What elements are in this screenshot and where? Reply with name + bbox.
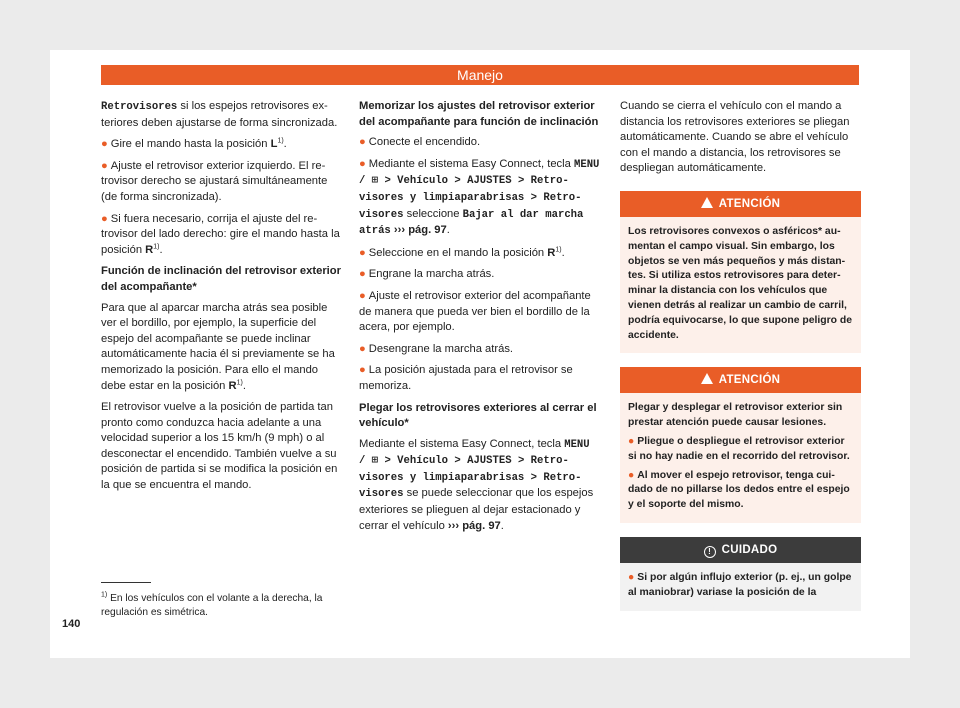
- warning-box: [620, 191, 861, 353]
- menu-term: Retrovisores: [101, 101, 178, 113]
- section-heading: Función de inclinación del retrovisor exterior del acompañante*: [101, 265, 341, 293]
- bullet-icon: ●: [359, 157, 366, 170]
- list-item: ● Desengrane la marcha atrás.: [359, 342, 514, 355]
- menu-path: MENU / ⊞ > Vehículo > AJUSTES > Retrovisores y limpiaparabrisas > Retrovisores: [359, 158, 600, 221]
- warning-body: Los retrovisores convexos o asféricos* aumentan el campo visual. Sin embargo, los objetos se ven más pequeños y más distantes. Si utiliza estos retrovisores para determinar la distancia con los vehículos que vienen detrás al realizar un cambio de carril, podría equivocarse, lo que supone peligro de accidente.: [620, 217, 861, 353]
- list-item: ● Mediante el sistema Easy Connect, tecla MENU / ⊞ > Vehículo > AJUSTES > Retrovisores y limpiaparabrisas > Retrovisores seleccione Bajar al dar marcha atrás ››› pág. 97.: [359, 157, 600, 238]
- list-item: ● Gire el mando hasta la posición $L^{1)}$.: [101, 137, 287, 151]
- caution-box: [620, 537, 861, 611]
- column-1: [101, 99, 342, 500]
- list-item: ● Pliegue o despliegue el retrovisor exterior si no hay nadie en el recorrido del retrovisor.: [628, 435, 850, 462]
- intro-paragraph: Retrovisores si los espejos retrovisores exteriores deben ajustarse de forma sincronizada.: [101, 100, 338, 129]
- list-item: ● Engrane la marcha atrás.: [359, 268, 495, 281]
- bullet-icon: ●: [359, 289, 366, 302]
- info-circle-icon: !: [704, 546, 716, 558]
- caution-body: [620, 563, 861, 611]
- bullet-icon: ●: [359, 342, 366, 355]
- list-item: ● Al mover el espejo retrovisor, tenga cuidado de no pillarse los dedos entre el espejo y el soporte del mismo.: [628, 469, 850, 511]
- page-reference: ››› pág. 97: [390, 224, 447, 237]
- bullet-icon: ●: [101, 138, 108, 151]
- bullet-icon: ●: [628, 571, 635, 583]
- paragraph: El retrovisor vuelve a la posición de partida tan pronto como conduzca hacia adelante a una velocidad superior a los 15 km/h (9 mph) o al desconectar el encendido. También vuelve a su posición de partida si se modifica la posición en la que se encuentra el mando.: [101, 401, 338, 492]
- bullet-icon: ●: [359, 268, 366, 281]
- list-item: ● Ajuste el retrovisor exterior izquierdo. El retrovisor derecho se ajustará simultáneamente (de forma sincronizada).: [101, 159, 328, 203]
- list-item: ● Seleccione en el mando la posición $R^{1)}$.: [359, 246, 565, 259]
- menu-path: MENU / ⊞ > Vehículo > AJUSTES > Retrovisores y limpiaparabrisas > Retrovisores: [359, 438, 590, 501]
- bullet-icon: ●: [359, 246, 366, 259]
- warning-body: Plegar y desplegar el retrovisor exterior sin prestar atención puede causar lesiones. ● Pliegue o despliegue el retrovisor exterior si no hay nadie en el recorrido del retrovisor. ● Al mover el espejo retrovisor, tenga cuidado de no pillarse los dedos entre el espejo y el soporte del mismo.: [620, 393, 861, 523]
- bullet-icon: ●: [101, 212, 108, 225]
- warning-header: ATENCIÓN: [620, 367, 861, 393]
- section-heading: Plegar los retrovisores exteriores al cerrar el vehículo*: [359, 401, 597, 430]
- menu-option: Bajar al dar marcha atrás: [359, 208, 584, 238]
- bullet-icon: ●: [628, 469, 635, 481]
- bullet-icon: ●: [628, 435, 635, 447]
- section-header: Manejo: [101, 65, 859, 85]
- warning-header: ATENCIÓN: [620, 191, 861, 217]
- list-item: ● Si fuera necesario, corrija el ajuste del retrovisor del lado derecho: gire el mando hasta la posición $R^{1)}$.: [101, 212, 340, 256]
- warning-icon: [701, 373, 713, 384]
- list-item: ● Conecte el encendido.: [359, 136, 481, 149]
- bullet-icon: ●: [359, 364, 366, 377]
- paragraph: Cuando se cierra el vehículo con el mando a distancia los retrovisores exteriores se pliegan automáticamente. Cuando se abre el vehículo con el mando a distancia, los retrovisores se despliegan automáticamente.: [620, 100, 850, 175]
- page-number: 140: [62, 618, 81, 630]
- warning-icon: [701, 197, 713, 208]
- bullet-icon: ●: [359, 136, 366, 149]
- bullet-icon: ●: [101, 159, 108, 172]
- footnote: $^{1)}$ En los vehículos con el volante a la derecha, la regulación es simétrica.: [101, 591, 323, 618]
- page-reference: ››› pág. 97: [447, 519, 501, 532]
- list-item: ● Ajuste el retrovisor exterior del acompañante de manera que pueda ver bien el bordillo de la acera, por ejemplo.: [359, 289, 591, 334]
- column-2: [359, 99, 600, 540]
- footnote-rule: [101, 582, 151, 583]
- paragraph: Para que al aparcar marcha atrás sea posible ver el bordillo, por ejemplo, la superficie del espejo del acompañante se puede inclinar automáticamente hacia él si previamente se ha memorizado la posición. Para ello el mando debe estar en la posición $R^{1)}$.: [101, 301, 335, 392]
- list-item: ● Si por algún influjo exterior (p. ej., un golpe al maniobrar) variase la posición de la: [628, 571, 852, 598]
- warning-box: [620, 367, 861, 523]
- paragraph: Mediante el sistema Easy Connect, tecla MENU / ⊞ > Vehículo > AJUSTES > Retrovisores y limpiaparabrisas > Retrovisores se puede seleccionar que los espejos exteriores se plieguen al dejar estacionado y cerrar el vehículo ››› pág. 97.: [359, 437, 594, 532]
- list-item: ● La posición ajustada para el retrovisor se memoriza.: [359, 364, 573, 392]
- column-3: [620, 99, 861, 625]
- section-heading: Memorizar los ajustes del retrovisor exterior del acompañante para función de inclinación: [359, 100, 599, 128]
- caution-header: ! CUIDADO: [620, 537, 861, 563]
